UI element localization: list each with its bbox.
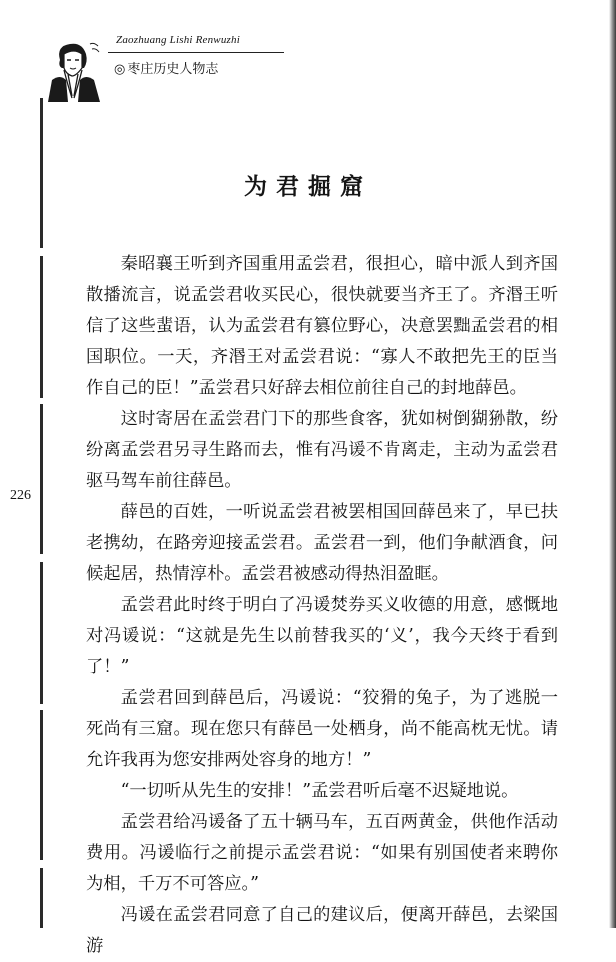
body-text (86, 249, 558, 962)
page-number: 226 (10, 488, 31, 503)
page-edge-shadow (609, 0, 616, 928)
paragraph: 秦昭襄王听到齐国重用孟尝君，很担心，暗中派人到齐国散播流言，说孟尝君收买民心，很快就要当齐王了。齐湣王听信了这些蜚语，认为孟尝君有篡位野心，决意罢黜孟尝君的相国职位。一天，齐湣王对孟尝君说：“寡人不敢把先王的臣当作自己的臣！”孟尝君只好辞去相位前往自己的封地薛邑。 (86, 254, 558, 398)
paragraph: 冯谖在孟尝君同意了自己的建议后，便离开薛邑，去梁国游 (86, 905, 558, 956)
series-title-chinese (114, 58, 218, 77)
paragraph: 薛邑的百姓，一听说孟尝君被罢相国回薛邑来了，早已扶老携幼，在路旁迎接孟尝君。孟尝君一到，他们争献酒食，问候起居，热情淳朴。孟尝君被感动得热泪盈眶。 (86, 502, 558, 584)
chapter-title: 为君掘窟 (244, 174, 372, 200)
paragraph: 这时寄居在孟尝君门下的那些食客，犹如树倒猢狲散，纷纷离孟尝君另寻生路而去，惟有冯谖不肯离走，主动为孟尝君驱马驾车前往薛邑。 (86, 409, 558, 491)
header-rule (108, 52, 284, 53)
margin-rule (40, 98, 43, 928)
portrait-emblem-icon (46, 40, 102, 102)
paragraph: 孟尝君此时终于明白了冯谖焚券买义收德的用意，感慨地对冯谖说：“这就是先生以前替我买的‘义’，我今天终于看到了！” (86, 595, 558, 677)
paragraph: “一切听从先生的安排！”孟尝君听后毫不迟疑地说。 (120, 781, 519, 801)
series-title-chinese-text: 枣庄历史人物志 (127, 62, 219, 77)
circle-mark-icon: ◎ (114, 62, 126, 77)
running-header (46, 28, 286, 104)
series-title-latin: Zaozhuang Lishi Renwuzhi (116, 34, 240, 46)
paragraph: 孟尝君回到薛邑后，冯谖说：“狡猾的兔子，为了逃脱一死尚有三窟。现在您只有薛邑一处栖身，尚不能高枕无忧。请允许我再为您安排两处容身的地方！” (86, 688, 558, 770)
paragraph: 孟尝君给冯谖备了五十辆马车，五百两黄金，供他作活动费用。冯谖临行之前提示孟尝君说：“如果有别国使者来聘你为相，千万不可答应。” (86, 812, 558, 894)
